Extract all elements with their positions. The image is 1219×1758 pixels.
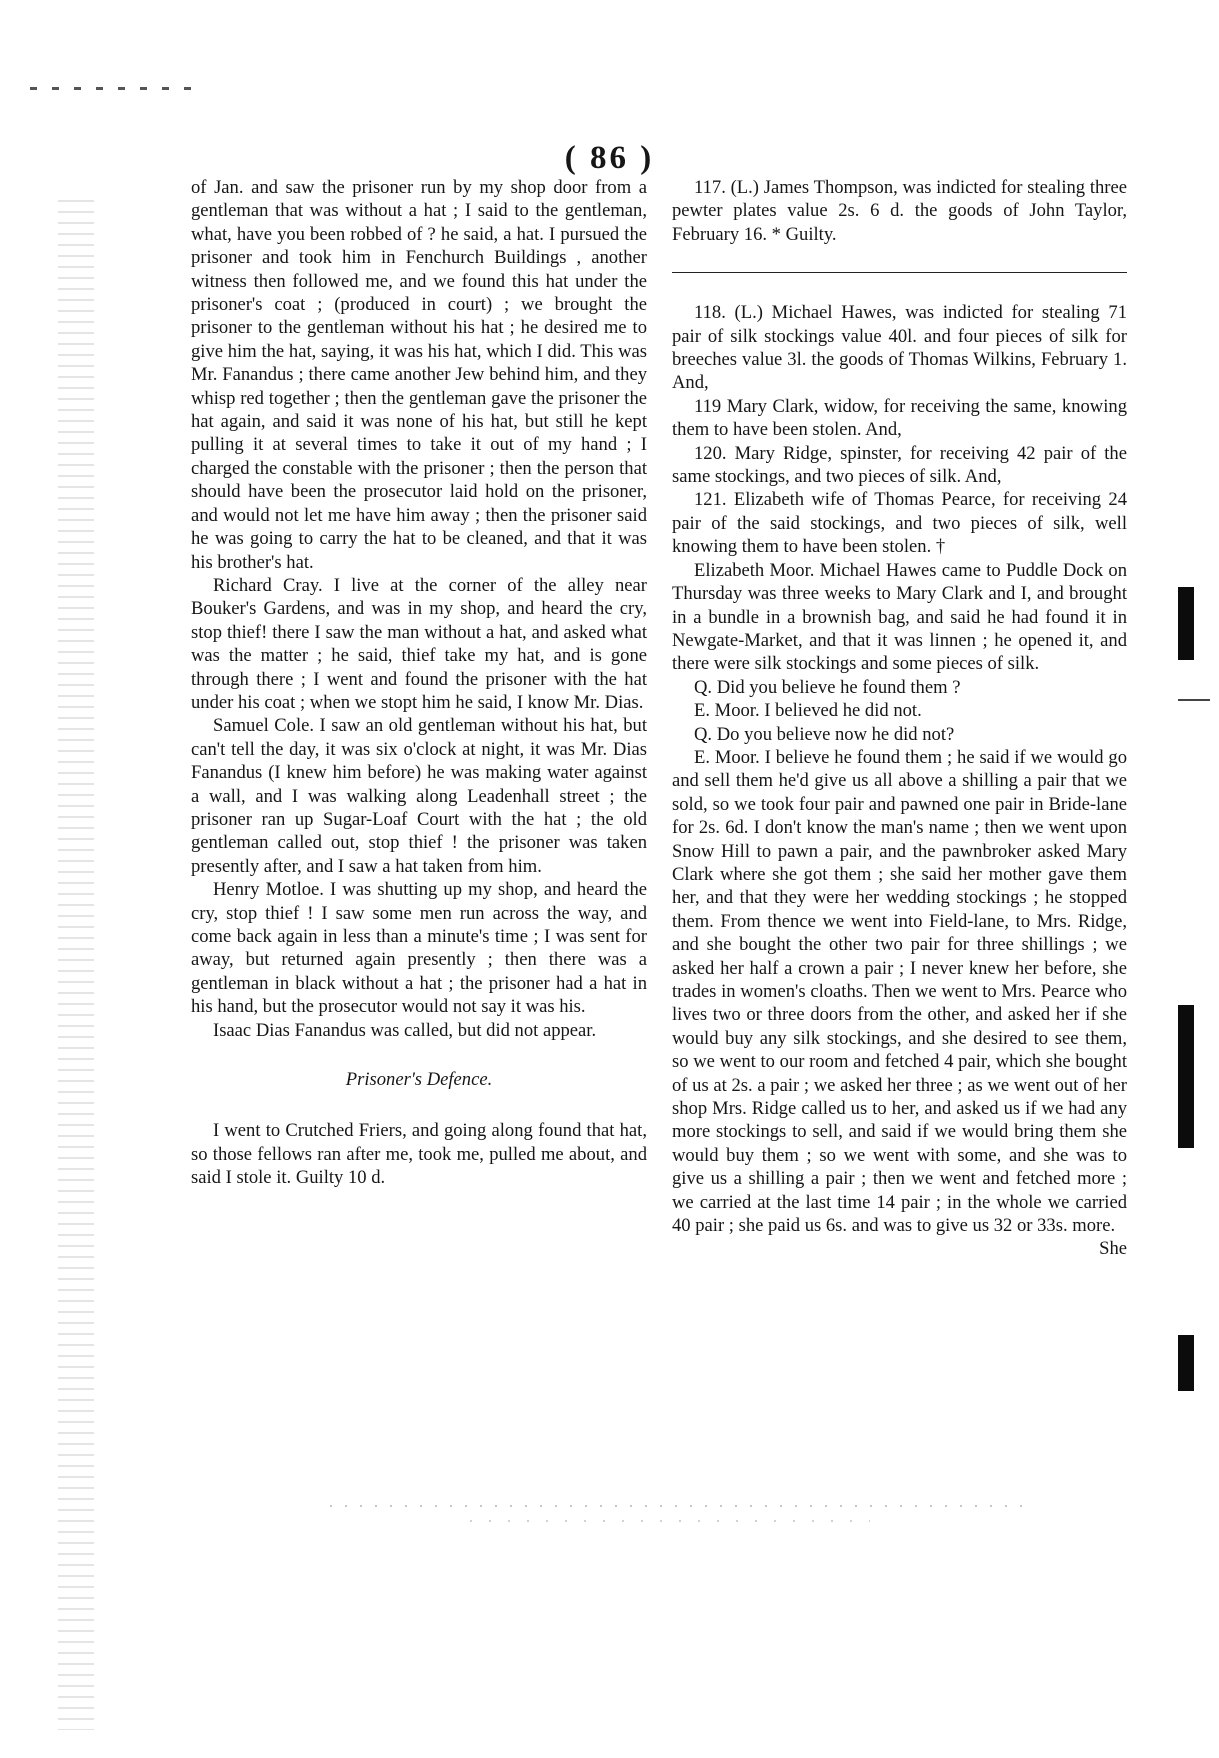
answer-line: E. Moor. I believed he did not. xyxy=(694,700,922,722)
testimony-paragraph: of Jan. and saw the prisoner run by my shop door from a gentleman that was without a hat ; I said to the gentleman, what, have you been robbed of ? he said, a hat. I pursued the prisoner and took him in Fenchurch Buildings , another witness then followed me, and we found this hat under the prisoner's coat ; (produced in court) ; we brought the prisoner to the gentleman without his hat ; he desired me to give him the hat, saying, it was his hat, which I did. This was Mr. Fanandus ; there came another Jew behind him, and they whisp red together ; then the gentleman gave the prisoner the hat again, and said it was none of his hat, but still he kept pulling it at several times to take it out of my hand ; I charged the constable with the prisoner ; then the person that should have been the prosecutor laid hold on the prisoner, and would not let me have him away ; then the prisoner said he was going to carry the hat to be cleaned, and that it was his brother's hat. xyxy=(191,177,647,573)
testimony-paragraph: Elizabeth Moor. Michael Hawes came to Puddle Dock on Thursday was three weeks to Mary Clark and I, and brought in a bundle in a brownish bag, and said he had found it in Newgate-Market, and that it was linnen ; he opened it, and there were silk stockings and some pieces of silk. xyxy=(672,559,1127,675)
case-entry: 119 Mary Clark, widow, for receiving the same, knowing them to have been stolen. And, xyxy=(672,395,1127,441)
testimony-paragraph: Samuel Cole. I saw an old gentleman without his hat, but can't tell the day, it was six o'clock at night, it was Mr. Dias Fanandus (I knew him before) he was making water against a wall, and I was walking along Leadenhall street ; the prisoner ran up Sugar-Loaf Court with the hat ; the old gentleman called out, stop thief ! the prisoner was taken presently after, and I saw a hat taken from him. xyxy=(191,715,647,877)
case-entry: 117. (L.) James Thompson, was indicted for stealing three pewter plates value 2s. 6 d. the goods of John Taylor, February 16. * Guilty. xyxy=(672,177,1127,245)
testimony-paragraph: E. Moor. I believe he found them ; he said if we would go and sell them he'd give us all above a shilling a pair that we sold, so we took four pair and pawned one pair in Bride-lane for 2s. 6d. I don't know the man's name ; then we went upon Snow Hill to pawn a pair, and the pawnbroker asked Mary Clark where she got them ; she said her mother gave them her, and that they were her wedding stockings ; he stopped them. From thence we went into Field-lane, to Mrs. Ridge, and she bought the other two pair for three shillings ; we asked her half a crown a pair ; I never knew her before, she trades in women's cloaths. Then we went to Mrs. Pearce who lives two or three doors from the other, and asked her if she would buy any silk stockings, and she desired to see them, so we went to our room and fetched 4 pair, which she bought of us at 2s. a pair ; we asked her three ; as we went out of her shop Mrs. Ridge called us to her, and asked us if we had any more stockings to sell, and said if we would bring them she would buy them ; so we went with some, and she was to give us a shilling a pair ; then we went and fetched more ; we carried at the last time 14 pair ; in the whole we carried 40 pair ; she paid us 6s. and was to give us 32 or 33s. more. xyxy=(672,746,1127,1237)
question-line: Q. Did you believe he found them ? xyxy=(694,676,961,698)
page-number: ( 86 ) xyxy=(564,140,655,176)
margin-tick xyxy=(1178,699,1210,701)
margin-bar xyxy=(1178,1335,1194,1391)
testimony-paragraph: Isaac Dias Fanandus was called, but did not appear. xyxy=(213,1019,597,1041)
case-entry: 121. Elizabeth wife of Thomas Pearce, for receiving 24 pair of the said stockings, and two pieces of silk, well knowing them to have been stolen. † xyxy=(672,489,1127,558)
question-line: Q. Do you believe now he did not? xyxy=(694,723,955,745)
scan-marks xyxy=(30,87,200,90)
catchword: She xyxy=(1099,1238,1127,1260)
defence-heading: Prisoner's Defence. xyxy=(345,1069,493,1091)
defence-paragraph: I went to Crutched Friers, and going along found that hat, so those fellows ran after me, took me, pulled me about, and said I stole it. Guilty 10 d. xyxy=(191,1120,647,1189)
testimony-paragraph: Henry Motloe. I was shutting up my shop, and heard the cry, stop thief ! I saw some men run across the way, and come back again in less than a minute's time ; I was sent for away, but returned again presently ; then there was a gentleman in black without a hat ; the prisoner had a hat in his hand, but the prosecutor would not say it was his. xyxy=(191,879,647,1018)
margin-bar xyxy=(1178,1005,1194,1148)
case-entry: 120. Mary Ridge, spinster, for receiving 42 pair of the same stockings, and two pieces of silk. And, xyxy=(672,442,1127,488)
scan-noise xyxy=(330,1505,1030,1507)
testimony-paragraph: Richard Cray. I live at the corner of the alley near Bouker's Gardens, and was in my shop, and heard the cry, stop thief! there I saw the man without a hat, and asked what was the matter ; he said, thief take my hat, and is gone through there ; I went and found the prisoner with the hat under his coat ; when we stopt him he said, I know Mr. Dias. xyxy=(191,574,647,713)
section-divider xyxy=(672,272,1127,273)
right-column xyxy=(672,176,1127,1261)
binding-gutter xyxy=(58,200,94,1730)
left-column xyxy=(191,176,647,1190)
case-entry: 118. (L.) Michael Hawes, was indicted for stealing 71 pair of silk stockings value 40l. and four pieces of silk for breeches value 3l. the goods of Thomas Wilkins, February 1. And, xyxy=(672,302,1127,394)
scan-noise xyxy=(470,1520,870,1522)
margin-bar xyxy=(1178,587,1194,660)
